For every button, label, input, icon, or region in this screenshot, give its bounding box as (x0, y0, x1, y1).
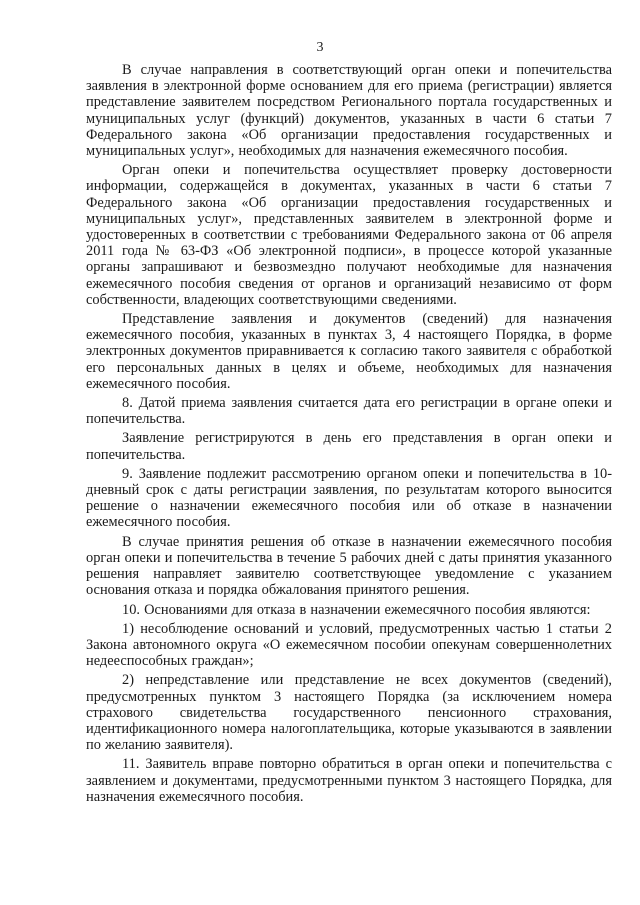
paragraph: Орган опеки и попечительства осуществляет проверку достоверности информации, содержащейся в документах, указанных в части 6 статьи 7 Федерального закона «Об организации предоставления государственных и муниципальных услуг», представленных заявителем в электронной форме и удостоверенных в соответствии с требованиями Федерального закона от 06 апреля 2011 года № 63-ФЗ «Об электронной подписи», в процессе которой указанные органы запрашивают и безвозмездно получают необходимые для назначения ежемесячного пособия сведения от органов и организаций независимо от форм собственности, владеющих соответствующими сведениями. (86, 162, 612, 308)
list-item: 1) несоблюдение оснований и условий, предусмотренных частью 1 статьи 2 Закона автономного округа «О ежемесячном пособии опекунам совершеннолетних недееспособных граждан»; (86, 620, 612, 670)
paragraph: В случае направления в соответствующий орган опеки и попечительства заявления в электронной форме основанием для его приема (регистрации) является представление заявителем посредством Регионального портала государственных и муниципальных услуг (функций) документов, указанных в части 6 статьи 7 Федерального закона «Об организации предоставления государственных и муниципальных услуг», необходимых для назначения ежемесячного пособия. (86, 62, 612, 160)
paragraph: 9. Заявление подлежит рассмотрению органом опеки и попечительства в 10-дневный срок с даты регистрации заявления, по результатам которого выносится решение о назначении ежемесячного пособия или об отказе в назначении ежемесячного пособия. (86, 465, 612, 531)
paragraph: 8. Датой приема заявления считается дата его регистрации в органе опеки и попечительства. (86, 395, 612, 428)
paragraph: В случае принятия решения об отказе в назначении ежемесячного пособия орган опеки и попечительства в течение 5 рабочих дней с даты принятия указанного решения направляет заявителю соответствующее уведомление с указанием основания отказа и порядка обжалования принятого решения. (86, 533, 612, 599)
list-item: 2) непредставление или представление не всех документов (сведений), предусмотренных пунктом 3 настоящего Порядка (за исключением номера страхового свидетельства государственного пенсионного страхования, идентификационного номера налогоплательщика, которые указываются в заявлении по желанию заявителя). (86, 672, 612, 754)
paragraph: 10. Основаниями для отказа в назначении ежемесячного пособия являются: (122, 601, 591, 618)
document-body (86, 62, 612, 808)
page-number: 3 (316, 40, 324, 55)
paragraph: Заявление регистрируются в день его представления в орган опеки и попечительства. (86, 430, 612, 463)
paragraph: 11. Заявитель вправе повторно обратиться в орган опеки и попечительства с заявлением и документами, предусмотренными пунктом 3 настоящего Порядка, для назначения ежемесячного пособия. (86, 756, 612, 805)
paragraph: Представление заявления и документов (сведений) для назначения ежемесячного пособия, указанных в пунктах 3, 4 настоящего Порядка, в форме электронных документов приравнивается к согласию такого заявителя с обработкой его персональных данных в целях и объеме, необходимых для назначения ежемесячного пособия. (86, 311, 612, 392)
